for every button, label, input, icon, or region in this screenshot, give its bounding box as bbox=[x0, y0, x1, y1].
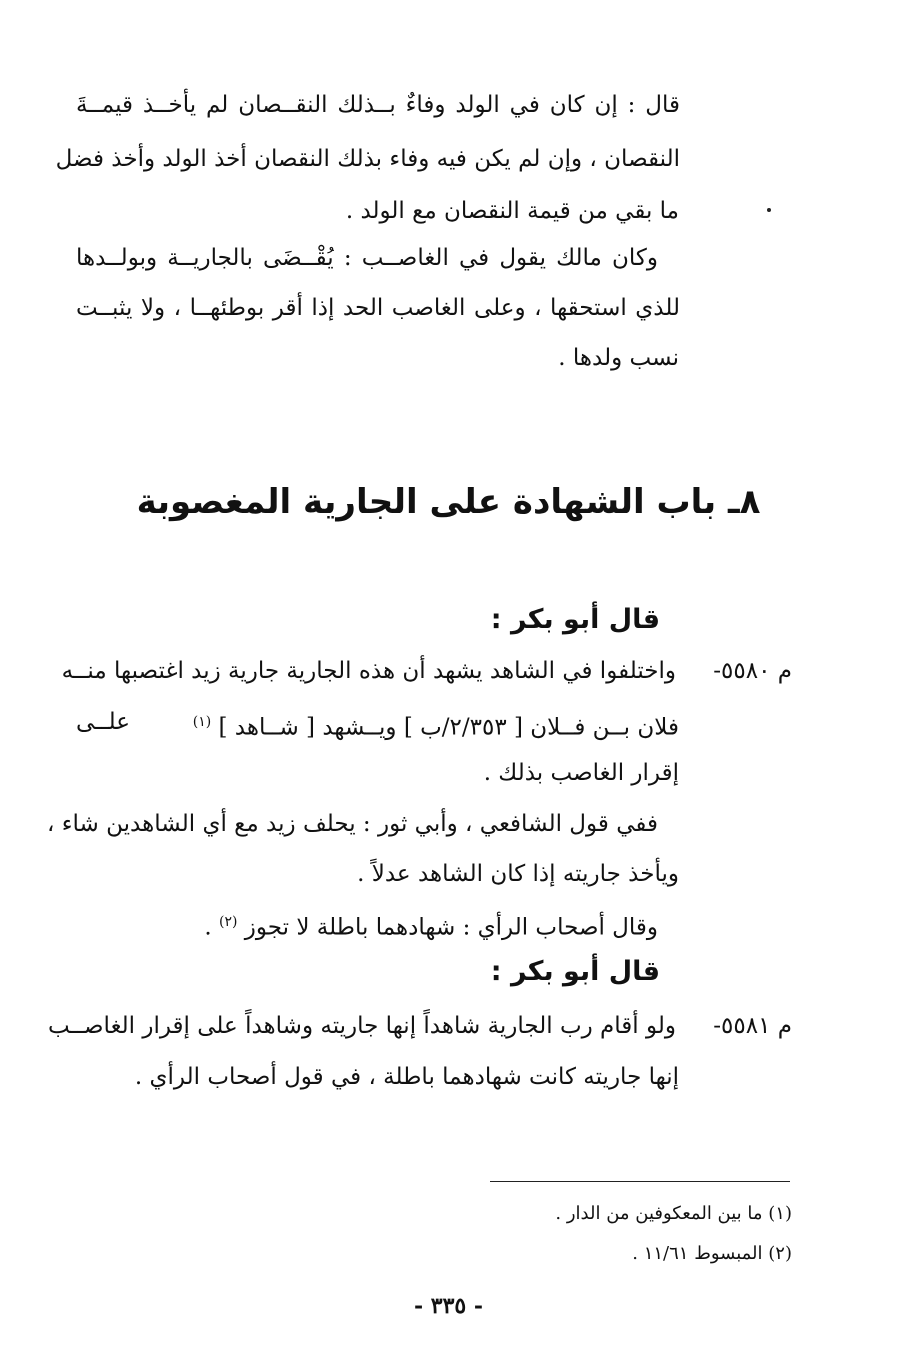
paragraph-2-line-2: للذي استحقها ، وعلى الغاصب الحد إذا أقر بوطئهــا ، ولا يثبــت bbox=[76, 295, 680, 321]
footnote-separator bbox=[490, 1181, 790, 1182]
entry-5581-line-2: إنها جاريته كانت شهادهما باطلة ، في قول أصحاب الرأي . bbox=[134, 1064, 679, 1090]
entry-number-5580: م ٥٥٨٠- bbox=[713, 658, 792, 684]
entry-number-5581: م ٥٥٨١- bbox=[713, 1013, 792, 1039]
entry-5581-line-1: ولو أقام رب الجارية شاهداً إنها جاريته وشاهداً على إقرار الغاصــب bbox=[47, 1013, 676, 1039]
footnote-ref-1: (١) bbox=[192, 714, 212, 730]
entry-5580-line-2 bbox=[193, 707, 679, 743]
entry-5580-line-3: إقرار الغاصب بذلك . bbox=[483, 760, 679, 786]
page-number: - ٣٣٥ - bbox=[413, 1293, 484, 1319]
entry-5580-line-2-text: فلان بــن فــلان [ ٢/٣٥٣/ب ] ويــشهد [ شــاهد ] bbox=[218, 714, 679, 741]
paragraph-1-line-1: قال : إن كان في الولد وفاءٌ بــذلك النقــصان لم يأخــذ قيمــةَ bbox=[76, 92, 680, 118]
paragraph-2-line-3: نسب ولدها . bbox=[558, 345, 679, 371]
footnote-ref-2: (٢) bbox=[218, 914, 238, 930]
footnote-1-text: ما بين المعكوفين من الدار . bbox=[555, 1203, 763, 1224]
subheading-abu-bakr-2: قال أبو بكر : bbox=[490, 956, 660, 987]
footnote-2-text: المبسوط ١١/٦١ . bbox=[632, 1243, 763, 1264]
footnote-2 bbox=[632, 1242, 792, 1266]
paragraph-2-line-1: وكان مالك يقول في الغاصــب : يُقْــضَى بالجاريــة وبولــدها bbox=[76, 245, 658, 271]
subheading-abu-bakr-1: قال أبو بكر : bbox=[490, 604, 660, 635]
paragraph-3-line-2: ويأخذ جاريته إذا كان الشاهد عدلاً . bbox=[357, 861, 679, 887]
footnote-2-mark: (٢) bbox=[768, 1243, 792, 1264]
paragraph-4 bbox=[204, 907, 658, 943]
paragraph-4-text: وقال أصحاب الرأي : شهادهما باطلة لا تجوز bbox=[244, 914, 658, 941]
footnote-1 bbox=[555, 1202, 792, 1226]
section-heading: ٨ـ باب الشهادة على الجارية المغصوبة bbox=[136, 482, 761, 522]
paragraph-4-end: . bbox=[204, 914, 212, 941]
footnote-1-mark: (١) bbox=[768, 1203, 792, 1224]
stray-mark bbox=[767, 208, 771, 212]
paragraph-1-line-2: النقصان ، وإن لم يكن فيه وفاء بذلك النقصان أخذ الولد وأخذ فضل bbox=[55, 146, 680, 172]
entry-5580-line-2-end: علــى bbox=[76, 709, 130, 735]
paragraph-3-line-1: ففي قول الشافعي ، وأبي ثور : يحلف زيد مع أي الشاهدين شاء ، bbox=[46, 811, 658, 837]
paragraph-1-line-3: ما بقي من قيمة النقصان مع الولد . bbox=[345, 198, 679, 224]
entry-5580-line-1: واختلفوا في الشاهد يشهد أن هذه الجارية جارية زيد اغتصبها منــه bbox=[61, 658, 676, 684]
